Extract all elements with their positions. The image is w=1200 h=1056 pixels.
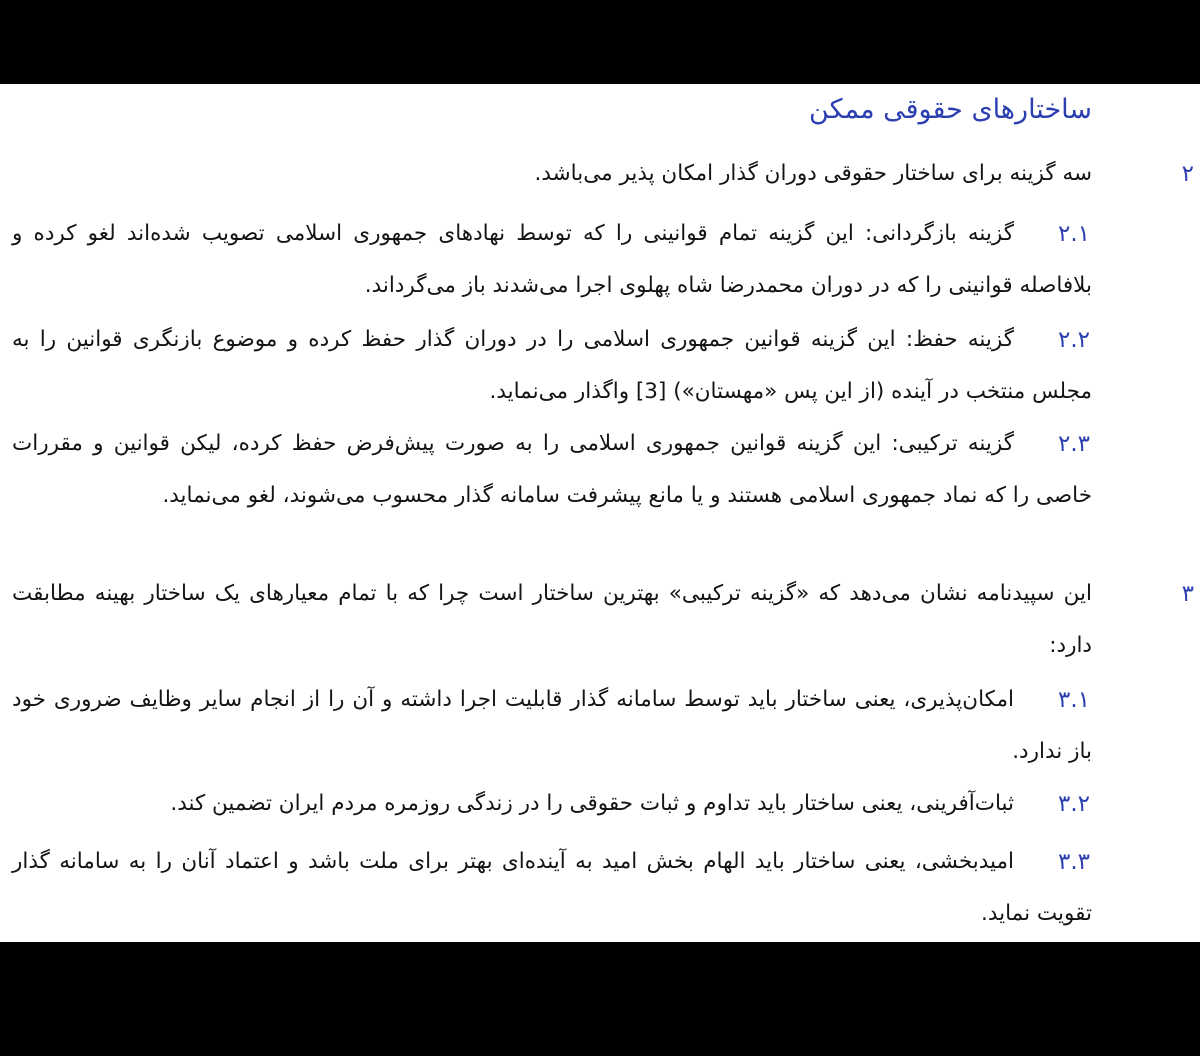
paragraph-number: ۲.۲ <box>1057 327 1090 353</box>
paragraph-text: امیدبخشی، یعنی ساختار باید الهام بخش امید به آینده‌ای بهتر برای ملت باشد و اعتماد آنان را به سامانه گذار تقویت نماید. <box>12 849 1092 926</box>
paragraph-number: ۳.۳ <box>1057 849 1090 875</box>
paragraph-3-2 <box>12 778 1200 830</box>
paragraph-2 <box>12 148 1200 200</box>
paragraph-number: ۳ <box>1181 581 1194 607</box>
section-heading: ساختارهای حقوقی ممکن <box>809 94 1092 125</box>
paragraph-text: گزینه حفظ: این گزینه قوانین جمهوری اسلامی را در دوران گذار حفظ کرده و موضوع بازنگری قوانین را به مجلس منتخب در آینده (از این پس «مهستان») [3] واگذار می‌نماید. <box>12 327 1092 404</box>
paragraph-text: گزینه ترکیبی: این گزینه قوانین جمهوری اسلامی را به صورت پیش‌فرض حفظ کرده، لیکن قوانین و مقررات خاصی را که نماد جمهوری اسلامی هستند و یا مانع پیشرفت سامانه گذار محسوب می‌شوند، لغو می‌نماید. <box>12 431 1092 508</box>
paragraph-text: گزینه بازگردانی: این گزینه تمام قوانینی را که توسط نهادهای جمهوری اسلامی تصویب شده‌اند لغو کرده و بلافاصله قوانینی را که در دوران محمدرضا شاه پهلوی اجرا می‌شدند باز می‌گرداند. <box>12 221 1092 298</box>
paragraph-2-1 <box>12 208 1200 312</box>
paragraph-number: ۳.۱ <box>1057 687 1090 713</box>
paragraph-text: این سپیدنامه نشان می‌دهد که «گزینه ترکیبی» بهترین ساختار است چرا که با تمام معیارهای یک ساختار بهینه مطابقت دارد: <box>12 581 1092 658</box>
paragraph-2-2 <box>12 314 1200 418</box>
paragraph-text: امکان‌پذیری، یعنی ساختار باید توسط سامانه گذار قابلیت اجرا داشته و آن را از انجام سایر وظایف ضروری خود باز ندارد. <box>12 687 1092 764</box>
paragraph-2-3 <box>12 418 1200 522</box>
paragraph-number: ۲.۱ <box>1057 221 1090 247</box>
paragraph-number: ۲.۳ <box>1057 431 1090 457</box>
paragraph-number: ۲ <box>1181 161 1194 187</box>
paragraph-3 <box>12 568 1200 672</box>
document-page <box>0 84 1200 942</box>
paragraph-text: ثبات‌آفرینی، یعنی ساختار باید تداوم و ثبات حقوقی را در زندگی روزمره مردم ایران تضمین کند. <box>170 791 1014 816</box>
paragraph-text: سه گزینه برای ساختار حقوقی دوران گذار امکان پذیر می‌باشد. <box>534 161 1092 186</box>
paragraph-number: ۳.۲ <box>1057 791 1090 817</box>
paragraph-3-3 <box>12 836 1200 940</box>
paragraph-3-1 <box>12 674 1200 778</box>
